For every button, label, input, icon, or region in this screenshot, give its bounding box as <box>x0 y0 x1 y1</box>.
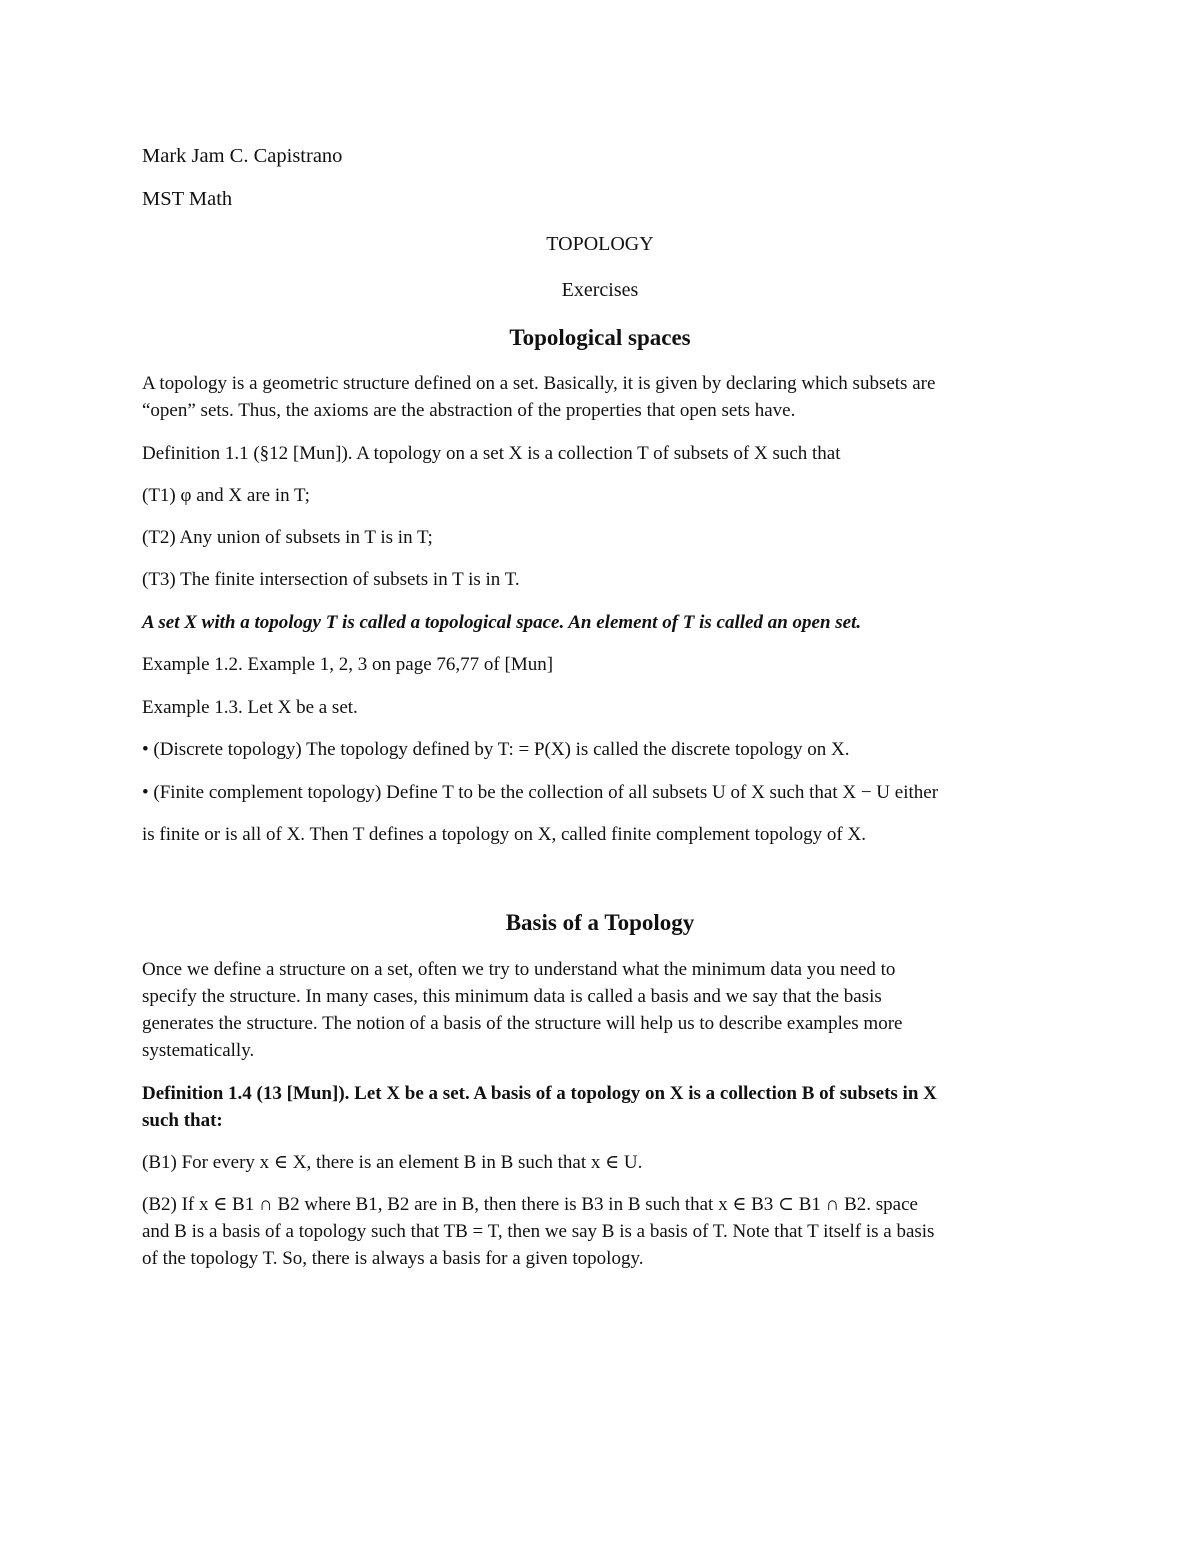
basis-intro-line: specify the structure. In many cases, this minimum data is called a basis and we say that the basis <box>142 986 882 1007</box>
course-title: TOPOLOGY <box>546 233 654 255</box>
basis-axiom-b2 <box>142 1191 1062 1272</box>
basis-intro-line: systematically. <box>142 1040 255 1061</box>
intro-line: A topology is a geometric structure defined on a set. Basically, it is given by declaring which subsets are <box>142 373 936 394</box>
basis-intro-paragraph <box>142 956 1062 1064</box>
bullet-discrete-topology: • (Discrete topology) The topology defined by T: = P(X) is called the discrete topology on X. <box>142 739 850 760</box>
topological-space-definition: A set X with a topology T is called a topological space. An element of T is called an open set. <box>142 612 862 633</box>
basis-axiom-b2-line: (B2) If x ∈ B1 ∩ B2 where B1, B2 are in B, then there is B3 in B such that x ∈ B3 ⊂ B1 ∩ B2. space <box>142 1194 918 1215</box>
bullet-finite-complement-topology: • (Finite complement topology) Define T to be the collection of all subsets U of X such that X − U either <box>142 782 939 803</box>
basis-intro-line: generates the structure. The notion of a basis of the structure will help us to describe examples more <box>142 1013 903 1034</box>
intro-line: “open” sets. Thus, the axioms are the abstraction of the properties that open sets have. <box>142 400 796 421</box>
basis-axiom-b2-line: of the topology T. So, there is always a basis for a given topology. <box>142 1248 644 1269</box>
program-name: MST Math <box>142 188 233 210</box>
author-name: Mark Jam C. Capistrano <box>142 145 343 167</box>
definition-1-4-line: such that: <box>142 1110 223 1131</box>
basis-axiom-b2-line: and B is a basis of a topology such that TB = T, then we say B is a basis of T. Note that T itself is a basis <box>142 1221 935 1242</box>
example-1-3: Example 1.3. Let X be a set. <box>142 697 358 718</box>
definition-1-4-line: Definition 1.4 (13 [Mun]). Let X be a set. A basis of a topology on X is a collection B of subsets in X <box>142 1083 937 1104</box>
example-1-2: Example 1.2. Example 1, 2, 3 on page 76,77 of [Mun] <box>142 654 554 675</box>
basis-intro-line: Once we define a structure on a set, often we try to understand what the minimum data you need to <box>142 959 896 980</box>
document-subtitle: Exercises <box>561 279 639 301</box>
section-heading-basis: Basis of a Topology <box>505 910 695 935</box>
basis-axiom-b1: (B1) For every x ∈ X, there is an element B in B such that x ∈ U. <box>142 1152 643 1173</box>
bullet-finite-complement-continuation: is finite or is all of X. Then T defines a topology on X, called finite complement topology of X. <box>142 824 866 845</box>
definition-1-4 <box>142 1080 1062 1134</box>
intro-paragraph <box>142 370 1062 424</box>
axiom-t2: (T2) Any union of subsets in T is in T; <box>142 527 433 548</box>
axiom-t1: (T1) φ and X are in T; <box>142 485 310 506</box>
section-heading-topological-spaces: Topological spaces <box>509 325 691 350</box>
axiom-t3: (T3) The finite intersection of subsets in T is in T. <box>142 569 520 590</box>
definition-1-1: Definition 1.1 (§12 [Mun]). A topology on a set X is a collection T of subsets of X such that <box>142 443 841 464</box>
